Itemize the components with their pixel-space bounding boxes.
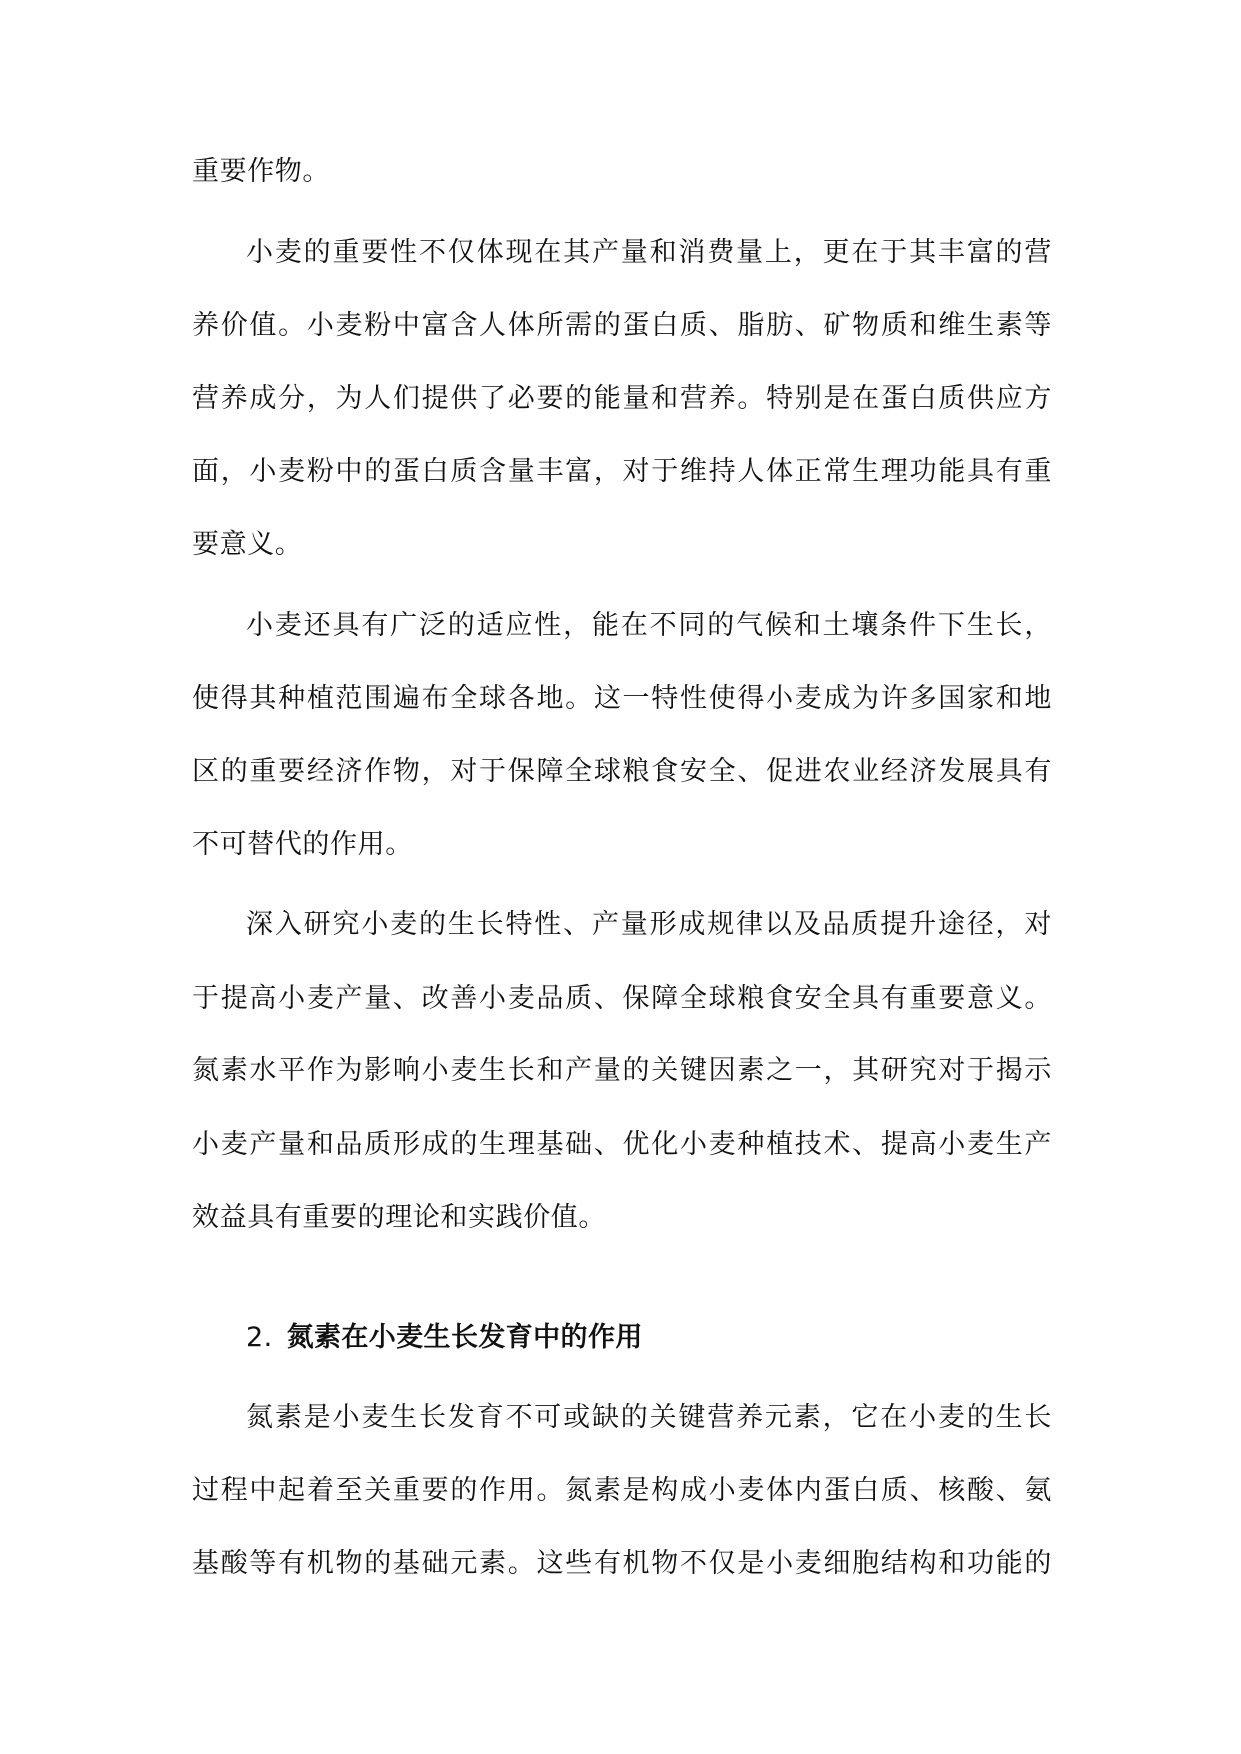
paragraph-line: 重要作物。 <box>192 156 330 187</box>
paragraph-line: 营养成分，为人们提供了必要的能量和营养。特别是在蛋白质供应方 <box>192 383 1052 414</box>
section-title: 氮素在小麦生长发育中的作用 <box>286 1322 643 1353</box>
paragraph-line: 于提高小麦产量、改善小麦品质、保障全球粮食安全具有重要意义。 <box>192 983 1052 1014</box>
paragraph-line: 不可替代的作用。 <box>192 829 413 860</box>
paragraph-line: 氮素水平作为影响小麦生长和产量的关键因素之一，其研究对于揭示 <box>192 1055 1052 1086</box>
paragraph-line: 区的重要经济作物，对于保障全球粮食安全、促进农业经济发展具有 <box>192 756 1052 787</box>
paragraph-line: 小麦的重要性不仅体现在其产量和消费量上，更在于其丰富的营 <box>246 237 1052 268</box>
paragraph-line: 小麦产量和品质形成的生理基础、优化小麦种植技术、提高小麦生产 <box>192 1129 1052 1160</box>
section-heading <box>246 1318 643 1358</box>
section-number: 2. <box>246 1322 273 1353</box>
paragraph-line: 面，小麦粉中的蛋白质含量丰富，对于维持人体正常生理功能具有重 <box>192 456 1052 487</box>
paragraph-line: 小麦还具有广泛的适应性，能在不同的气候和土壤条件下生长， <box>246 610 1052 641</box>
paragraph-line: 深入研究小麦的生长特性、产量形成规律以及品质提升途径，对 <box>246 909 1052 940</box>
paragraph-line: 基酸等有机物的基础元素。这些有机物不仅是小麦细胞结构和功能的 <box>192 1548 1052 1579</box>
paragraph-line: 效益具有重要的理论和实践价值。 <box>192 1202 606 1233</box>
paragraph-line: 氮素是小麦生长发育不可或缺的关键营养元素，它在小麦的生长 <box>246 1402 1052 1433</box>
paragraph-line: 要意义。 <box>192 529 303 560</box>
paragraph-line: 养价值。小麦粉中富含人体所需的蛋白质、脂肪、矿物质和维生素等 <box>192 310 1052 341</box>
paragraph-line: 使得其种植范围遍布全球各地。这一特性使得小麦成为许多国家和地 <box>192 683 1052 714</box>
paragraph-line: 过程中起着至关重要的作用。氮素是构成小麦体内蛋白质、核酸、氨 <box>192 1475 1052 1506</box>
